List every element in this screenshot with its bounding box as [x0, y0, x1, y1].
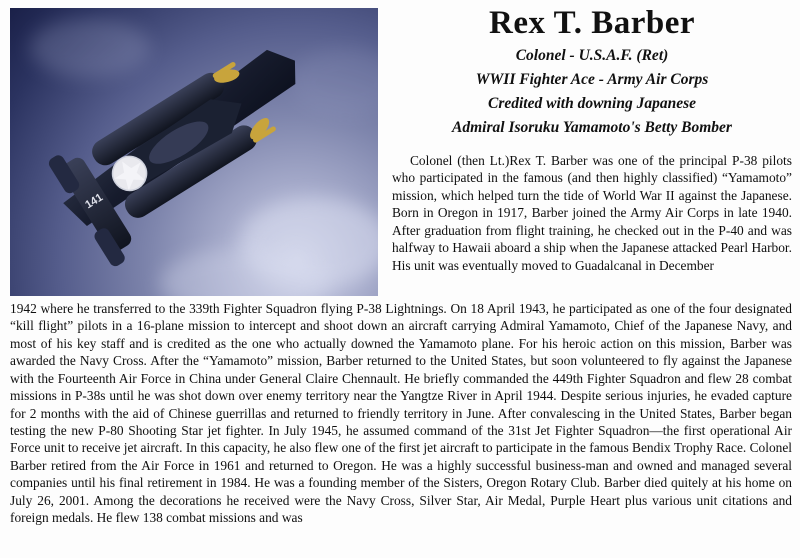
title-block [392, 6, 792, 140]
aircraft-photo [10, 8, 378, 296]
subtitle-line-1: Colonel - U.S.A.F. (Ret) [515, 46, 669, 64]
biography-full-width [10, 300, 792, 526]
biography-paragraph-intro: Colonel (then Lt.)Rex T. Barber was one of the principal P-38 pilots who participated in the famous (and then highly classified) “Yamamoto” mission, which helped turn the tide of World War II against the Japanese. Born in Oregon in 1917, Barber joined the Army Air Corps in late 1940. After graduation from flight training, he checked out in the P-40 and was halfway to Hawaii aboard a ship when the Japanese attacked Pearl Harbor. His unit was eventually moved to Guadalcanal in December [392, 153, 792, 273]
svg-text:141: 141 [83, 191, 106, 212]
subtitle-line-2: WWII Fighter Ace - Army Air Corps [475, 70, 709, 88]
biography-column [392, 152, 792, 274]
biography-paragraph-main: 1942 where he transferred to the 339th Fighter Squadron flying P-38 Lightnings. On 18 April 1943, he participated as one of the four designated “kill flight” pilots in a 16-plane mission to intercept and shoot down an aircraft carrying Admiral Yamamoto, Chief of the Japanese Navy, and most of his key staff and is credited as the one who actually downed the Yamamoto plane. For his heroic action on this mission, Barber was awarded the Navy Cross. After the “Yamamoto” mission, Barber returned to the United States, but soon volunteered to fly against the Japanese with the Fourteenth Air Force in China under General Claire Chennault. He briefly commanded the 449th Fighter Squadron and flew 28 combat missions in P-38s until he was shot down over enemy territory near the Yangtze River in April 1944. Despite serious injuries, he evaded capture for 2 months with the aid of Chinese guerrillas and returned to friendly territory in June. After convalescing in the United States, Barber began testing the new P-80 Shooting Star jet fighter. In July 1945, he assumed command of the 31st Jet Fighter Squadron—the first operational Air Force unit to receive jet aircraft. In this capacity, he also flew one of the first jet aircraft to participate in the famous Bendix Trophy Race. Colonel Barber retired from the Air Force in 1961 and returned to Oregon. He was a highly successful business-man and owned and managed several companies until his final retirement in 1984. He was a founding member of the Sisters, Oregon Rotary Club. Barber died quitely at his home on July 26, 2001. Among the decorations he received were the Navy Cross, Silver Star, Air Medal, Purple Heart plus various unit citations and foreign medals. He flew 138 combat missions and was [10, 301, 792, 526]
subtitle-line-3: Credited with downing Japanese [488, 94, 696, 112]
p38-lightning-silhouette [10, 8, 378, 296]
subtitle-line-4: Admiral Isoruku Yamamoto's Betty Bomber [452, 118, 732, 136]
page-title: Rex T. Barber [489, 5, 695, 41]
